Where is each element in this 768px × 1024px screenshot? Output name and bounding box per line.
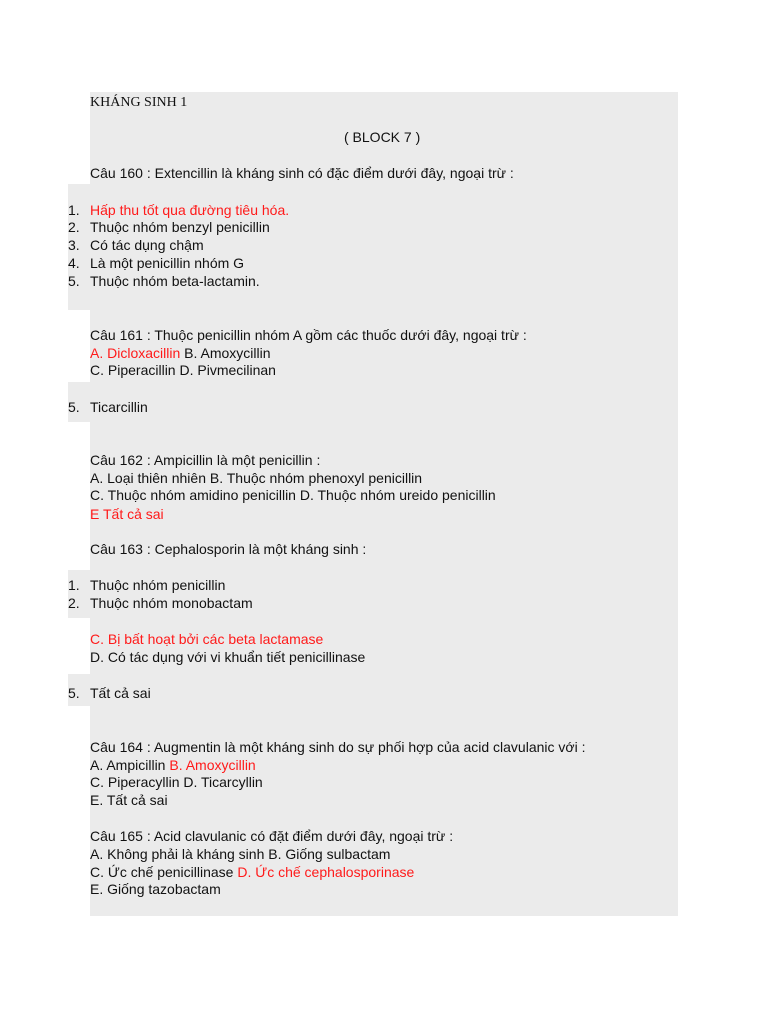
answer-option-d: D. Ức chế cephalosporinase: [237, 864, 415, 880]
question-165: Câu 165 : Acid clavulanic có đặt điểm dưới đây, ngoại trừ :: [90, 828, 454, 844]
list-number: 2.: [68, 219, 80, 235]
answer-option-c: C. Ức chế penicillinase: [90, 864, 238, 880]
answer-option: C. Bị bất hoạt bởi các beta lactamase: [90, 631, 324, 647]
list-number: 5.: [68, 399, 80, 415]
answer-option-b: B. Amoxycillin: [180, 345, 271, 361]
list-number: 5.: [68, 273, 80, 289]
answer-line: E. Giống tazobactam: [90, 881, 221, 897]
question-161: Câu 161 : Thuộc penicillin nhóm A gồm các thuốc dưới đây, ngoại trừ :: [90, 327, 527, 343]
answer-line: C. Piperacillin D. Pivmecilinan: [90, 362, 276, 378]
answer-line: C. Piperacyllin D. Ticarcyllin: [90, 774, 263, 790]
document-title: KHÁNG SINH 1: [90, 95, 188, 110]
answer-option-a: A. Ampicillin: [90, 757, 170, 773]
list-number: 4.: [68, 255, 80, 271]
answer-line: E. Tất cả sai: [90, 792, 168, 808]
block-heading: ( BLOCK 7 ): [344, 129, 421, 145]
answer-line: [90, 863, 414, 881]
answer-option: Thuộc nhóm monobactam: [90, 595, 253, 611]
answer-option-a: A. Dicloxacillin: [90, 345, 181, 361]
list-number: 5.: [68, 685, 80, 701]
list-number: 2.: [68, 595, 80, 611]
answer-option: Là một penicillin nhóm G: [90, 255, 245, 271]
answer-option-b: B. Amoxycillin: [169, 757, 256, 773]
answer-option: Có tác dụng chậm: [90, 237, 204, 253]
answer-option: Ticarcillin: [90, 399, 148, 415]
answer-option: Thuộc nhóm beta-lactamin.: [90, 273, 260, 289]
answer-line: [90, 756, 256, 774]
answer-option: D. Có tác dụng với vi khuẩn tiết penicillinase: [90, 649, 366, 665]
list-number: 1.: [68, 577, 80, 593]
highlight-block: [68, 382, 678, 422]
answer-line: A. Không phải là kháng sinh B. Giống sulbactam: [90, 846, 391, 862]
answer-line: C. Thuộc nhóm amidino penicillin D. Thuộc nhóm ureido penicillin: [90, 487, 496, 503]
answer-option: Tất cả sai: [90, 685, 151, 701]
answer-line: E Tất cả sai: [90, 506, 164, 522]
answer-option: Thuộc nhóm penicillin: [90, 577, 226, 593]
question-162: Câu 162 : Ampicillin là một penicillin :: [90, 452, 321, 468]
highlight-block: [68, 674, 678, 706]
list-number: 3.: [68, 237, 80, 253]
list-number: 1.: [68, 202, 80, 218]
answer-line: A. Loại thiên nhiên B. Thuộc nhóm phenoxyl penicillin: [90, 470, 423, 486]
question-164: Câu 164 : Augmentin là một kháng sinh do sự phối hợp của acid clavulanic với :: [90, 739, 586, 755]
question-160: Câu 160 : Extencillin là kháng sinh có đặc điểm dưới đây, ngoại trừ :: [90, 165, 514, 181]
question-163: Câu 163 : Cephalosporin là một kháng sinh :: [90, 541, 367, 557]
answer-line: [90, 344, 271, 362]
answer-option: Hấp thu tốt qua đường tiêu hóa.: [90, 202, 290, 218]
answer-option: Thuộc nhóm benzyl penicillin: [90, 219, 270, 235]
